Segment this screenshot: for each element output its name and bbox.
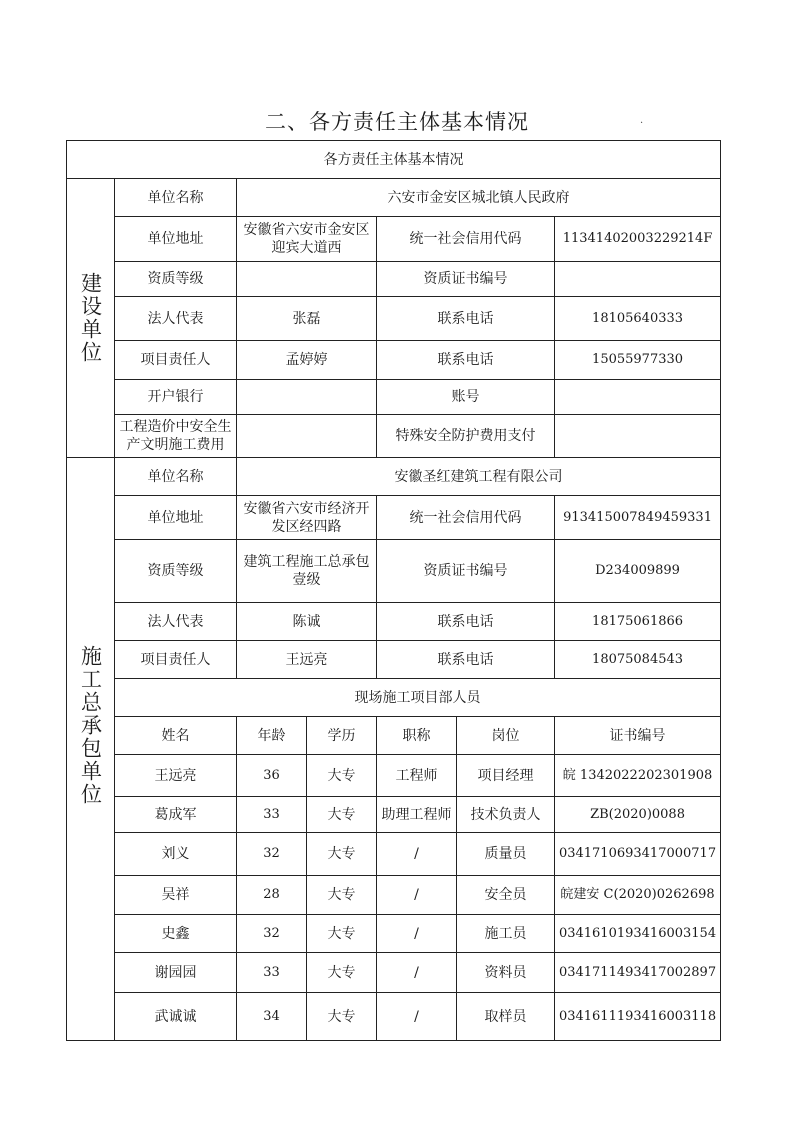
- staff-education: 大专: [307, 755, 377, 797]
- staff-cert: 0341711493417002897: [555, 953, 721, 993]
- cu-safety-fee-label: 工程造价中安全生产文明施工费用: [115, 415, 237, 458]
- cu-project-lead-label: 项目责任人: [115, 341, 237, 380]
- staff-position: 技术负责人: [457, 797, 555, 833]
- cu-project-lead-phone: 15055977330: [555, 341, 721, 380]
- table-row: [67, 953, 721, 993]
- staff-position: 项目经理: [457, 755, 555, 797]
- staff-cert: 皖建安 C(2020)0262698: [555, 876, 721, 915]
- staff-position: 资料员: [457, 953, 555, 993]
- gc-project-lead: 王远亮: [237, 641, 377, 679]
- staff-title: 现场施工项目部人员: [115, 679, 721, 717]
- staff-position: 安全员: [457, 876, 555, 915]
- staff-position: 施工员: [457, 915, 555, 953]
- staff-education: 大专: [307, 953, 377, 993]
- gc-qualification: 建筑工程施工总承包壹级: [237, 540, 377, 603]
- general-contractor-label: 施工总承包单位: [67, 458, 115, 993]
- staff-age: 28: [237, 876, 307, 915]
- gc-legal-rep-phone: 18175061866: [555, 603, 721, 641]
- staff-title: /: [377, 833, 457, 876]
- cu-credit-code-label: 统一社会信用代码: [377, 217, 555, 262]
- staff-education: 大专: [307, 993, 377, 1041]
- gc-address-label: 单位地址: [115, 496, 237, 540]
- cu-phone-label-2: 联系电话: [377, 341, 555, 380]
- cu-project-lead: 孟婷婷: [237, 341, 377, 380]
- gc-legal-rep-label: 法人代表: [115, 603, 237, 641]
- cu-special-fee: [555, 415, 721, 458]
- section-continuation: [67, 993, 115, 1041]
- cu-legal-rep: 张磊: [237, 297, 377, 341]
- table-row: [67, 876, 721, 915]
- table-row: [67, 993, 721, 1041]
- staff-age: 32: [237, 833, 307, 876]
- staff-cert: 0341611193416003118: [555, 993, 721, 1041]
- gc-phone-label-2: 联系电话: [377, 641, 555, 679]
- cu-cert-no: [555, 262, 721, 297]
- staff-header-cert: 证书编号: [555, 717, 721, 755]
- staff-header-position: 岗位: [457, 717, 555, 755]
- staff-name: 刘义: [115, 833, 237, 876]
- staff-header-name: 姓名: [115, 717, 237, 755]
- cu-special-fee-label: 特殊安全防护费用支付: [377, 415, 555, 458]
- staff-name: 武诚诚: [115, 993, 237, 1041]
- cu-name-label: 单位名称: [115, 179, 237, 217]
- staff-title: /: [377, 993, 457, 1041]
- staff-education: 大专: [307, 833, 377, 876]
- gc-cert-no-label: 资质证书编号: [377, 540, 555, 603]
- gc-legal-rep: 陈诚: [237, 603, 377, 641]
- cu-account: [555, 380, 721, 415]
- staff-name: 谢园园: [115, 953, 237, 993]
- staff-education: 大专: [307, 876, 377, 915]
- staff-age: 34: [237, 993, 307, 1041]
- cu-safety-fee: [237, 415, 377, 458]
- staff-education: 大专: [307, 797, 377, 833]
- table-row: [67, 915, 721, 953]
- staff-age: 32: [237, 915, 307, 953]
- cu-credit-code: 11341402003229214F: [555, 217, 721, 262]
- cu-address: 安徽省六安市金安区迎宾大道西: [237, 217, 377, 262]
- gc-cert-no: D234009899: [555, 540, 721, 603]
- staff-title: 工程师: [377, 755, 457, 797]
- staff-age: 36: [237, 755, 307, 797]
- responsibility-table: [66, 140, 721, 1041]
- staff-cert: 皖 1342022202301908: [555, 755, 721, 797]
- staff-header-age: 年龄: [237, 717, 307, 755]
- gc-name: 安徽圣红建筑工程有限公司: [237, 458, 721, 496]
- cu-qualification-label: 资质等级: [115, 262, 237, 297]
- gc-name-label: 单位名称: [115, 458, 237, 496]
- staff-cert: 0341710693417000717: [555, 833, 721, 876]
- staff-name: 葛成军: [115, 797, 237, 833]
- staff-header-education: 学历: [307, 717, 377, 755]
- cu-name: 六安市金安区城北镇人民政府: [237, 179, 721, 217]
- staff-position: 取样员: [457, 993, 555, 1041]
- staff-name: 吴祥: [115, 876, 237, 915]
- staff-header-row: [67, 717, 721, 755]
- staff-title: 助理工程师: [377, 797, 457, 833]
- staff-title: /: [377, 915, 457, 953]
- gc-project-lead-phone: 18075084543: [555, 641, 721, 679]
- cu-phone-label: 联系电话: [377, 297, 555, 341]
- cu-bank-label: 开户银行: [115, 380, 237, 415]
- cu-account-label: 账号: [377, 380, 555, 415]
- cu-qualification: [237, 262, 377, 297]
- gc-qualification-label: 资质等级: [115, 540, 237, 603]
- staff-name: 王远亮: [115, 755, 237, 797]
- staff-cert: 0341610193416003154: [555, 915, 721, 953]
- gc-address: 安徽省六安市经济开发区经四路: [237, 496, 377, 540]
- table-row: [67, 797, 721, 833]
- staff-title: /: [377, 953, 457, 993]
- gc-project-lead-label: 项目责任人: [115, 641, 237, 679]
- staff-header-title: 职称: [377, 717, 457, 755]
- table-row: [67, 755, 721, 797]
- gc-credit-code-label: 统一社会信用代码: [377, 496, 555, 540]
- cu-cert-no-label: 资质证书编号: [377, 262, 555, 297]
- staff-education: 大专: [307, 915, 377, 953]
- staff-position: 质量员: [457, 833, 555, 876]
- staff-title: /: [377, 876, 457, 915]
- gc-credit-code: 913415007849459331: [555, 496, 721, 540]
- staff-name: 史鑫: [115, 915, 237, 953]
- table-row: [67, 833, 721, 876]
- construction-unit-label: 建设单位: [67, 179, 115, 458]
- staff-age: 33: [237, 953, 307, 993]
- table-title: 各方责任主体基本情况: [67, 141, 721, 179]
- scan-dot: ·: [640, 118, 644, 129]
- staff-cert: ZB(2020)0088: [555, 797, 721, 833]
- page-heading: 二、各方责任主体基本情况: [265, 110, 529, 134]
- cu-address-label: 单位地址: [115, 217, 237, 262]
- cu-bank: [237, 380, 377, 415]
- cu-legal-rep-label: 法人代表: [115, 297, 237, 341]
- staff-age: 33: [237, 797, 307, 833]
- cu-legal-rep-phone: 18105640333: [555, 297, 721, 341]
- gc-phone-label: 联系电话: [377, 603, 555, 641]
